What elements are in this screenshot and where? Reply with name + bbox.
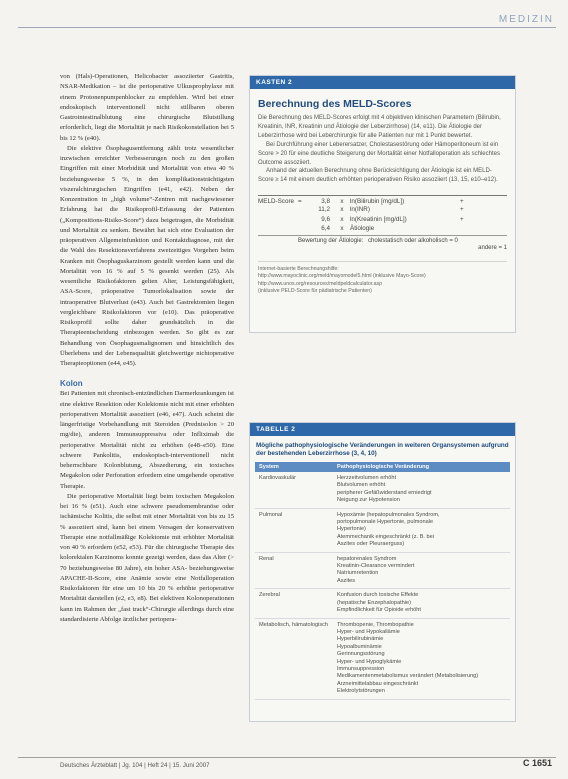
formula-row <box>258 224 507 234</box>
formula-term: Ätiologie <box>350 225 375 232</box>
table-change-line: Hyper- und Hypokaliämie <box>337 628 400 635</box>
formula-row <box>258 205 507 215</box>
header-rule <box>18 27 556 28</box>
table-header-system: System <box>255 462 333 472</box>
table-cell-system: Metabolisch, hämatologisch <box>255 618 333 699</box>
meld-score-box <box>249 75 516 333</box>
box1-link-line: http://www.unos.org/resources/meldpeldcalculator.asp <box>258 280 382 287</box>
formula-row <box>258 214 507 224</box>
box1-paragraph: Die Berechnung des MELD-Scores erfolgt mit 4 objektiven klinischen Parametern (Bilirubin, Kreatinin, INR, Kreatinin und Ätiologie der Leberzirrhose) (14, e11). Die Ätiologie der Leberzirrhose wird bei Leberchirurgie für alle Patienten nur mit 1 Punkt bewertet. <box>258 115 501 139</box>
table-change-line: peripherer Gefäßwiderstand erniedrigt <box>337 489 432 496</box>
formula-coefficient: 6,4 <box>321 225 330 232</box>
box2-title: Mögliche pathophysiologische Veränderungen in weiteren Organsystemen aufgrund der bestehenden Leberzirrhose (3, 4, 10) <box>256 442 509 457</box>
box1-link-line: Internet-basierte Berechnungshilfe: <box>258 266 339 273</box>
table-change-line: Hypertonie) <box>337 526 366 533</box>
etiology-value-1: cholestatisch oder alkoholisch = 0 <box>368 238 458 245</box>
subheading-kolon: Kolon <box>60 379 83 389</box>
formula-term: ln(Kreatinin [mg/dL]) <box>350 215 407 223</box>
table-change-line: Hypoxämie (hepatopulmonales Syndrom, <box>337 511 440 518</box>
formula-plus: + <box>460 206 464 213</box>
table-cell-changes <box>333 589 510 618</box>
article-paragraphs-top <box>60 72 234 369</box>
article-paragraphs-bottom <box>60 389 234 625</box>
table-body <box>255 472 510 699</box>
table-change-line: Elektrolytstörungen <box>337 688 385 695</box>
table-cell-changes <box>333 552 510 589</box>
formula-coefficient: 3,8 <box>321 197 330 205</box>
article-paragraph: Bei Patienten mit chronisch-entzündlichen Darmerkrankungen ist eine elektive Resektion oder Kolektomie nicht mit einer erhöhten perioperativen Mortalität assoziiert (e46, e47). Auch scheint die längerfristige Vorbehandlung mit Steroiden (Prednisolon > 20 mg/die), anderen Immunsuppressiva oder Infliximab die perioperative Mortalität nicht zu erhöhen (e48–e50). Eine schwere Pankolitis, endoskopisch-interventionell nicht beherrschbare Kolonblutung, Abszedierung, ein toxisches Megakolon oder Perforation erfordern eine umgehende operative Therapie. <box>60 390 234 490</box>
box2-tag: TABELLE 2 <box>250 423 515 436</box>
formula-operator: x <box>340 206 344 213</box>
formula-coefficient: 11,2 <box>318 206 330 213</box>
table-row <box>255 618 510 699</box>
etiology-label: Bewertung der Ätiologie: <box>298 238 364 245</box>
organ-changes-table <box>255 462 510 700</box>
table-change-line: hepatorenales Syndrom <box>337 555 397 562</box>
table-change-line: Aszites <box>337 577 356 584</box>
formula-plus: + <box>460 197 464 205</box>
table-change-line: Arzneimittelabbau eingeschränkt <box>337 680 419 687</box>
formula-term: ln(Bilirubin [mg/dL]) <box>350 197 405 205</box>
table-change-line: Herzzeitvolumen erhöht <box>337 475 397 481</box>
table-change-line: Gerinnungsstörung <box>337 651 385 658</box>
table-change-line: Immunsuppression <box>337 665 385 672</box>
table-change-line: Aszites oder Pleuraerguss) <box>337 541 405 548</box>
table-cell-changes <box>333 508 510 552</box>
formula-etiology <box>258 235 507 244</box>
table2-box <box>249 422 516 722</box>
box1-link-line: (inklusive PELD-Score für pädiatrische Patienten) <box>258 287 372 294</box>
formula-rows <box>258 195 507 233</box>
table-change-line: Kreatinin-Clearance vermindert <box>337 563 415 570</box>
formula-operator: x <box>340 215 344 223</box>
table-cell-changes <box>333 472 510 508</box>
table-row <box>255 508 510 552</box>
table-cell-changes <box>333 618 510 699</box>
table-change-line: Neigung zur Hypotension <box>337 497 400 504</box>
formula-row <box>258 195 507 205</box>
formula-operator: x <box>340 197 344 205</box>
article-column <box>60 72 234 625</box>
box1-link-line: http://www.mayoclinic.org/meld/mayomodel5.html (inklusive Mayo-Score) <box>258 273 426 280</box>
article-paragraph: Die elektive Ösophagusentfernung zählt trotz wesentlicher inzwischen erreichter Verbesserungen noch zu den großen Eingriffen mit einer Morbidität und Mortalität von etwa 40 % beziehungsweise 5 %, in den komplikationsträchtigsten viszeralchirurgischen Eingriffen (e41, e42). Neben der Konzentration in „high volume“-Zentren mit nachgewiesener Erfahrung hat die Risikoprofil-Erfassung der Patienten („Kompositions-Risiko-Score“) dazu beigetragen, die Morbidität und Mortalität zu senken. Bewährt hat sich eine Evaluation der präoperativen Allgemeinfunktion und Kontaktdiagnose, mit der die Wahl des Resektionsverfahrens zweizeitiges Vorgehen beim Kranken mit Ösophaguskarzinom gestellt werden kann und die Mortalität von 16 % auf 5 % gesenkt werden (25). Als wesentliche Risikofaktoren gelten Alter, Leistungsfähigkeit, ASA-Score, präoperative Tumorlokalisation sowie der intraoperative Blutverlust (e43). Auch bei Gastrektomien liegen vergleichbare Risikofaktoren vor (e10). Das präoperative Risikoprofil sollte daher grundsätzlich in die Therapieentscheidung einbezogen werden. So gibt es zur Behandlung von Ösophagusmalignomen und hinsichtlich des Überlebens und der Lebensqualität gleichwertige nichtoperative Therapieoptionen (e44, e45). <box>60 144 234 367</box>
table-change-line: portopulmonale Hypertonie, pulmonale <box>337 519 434 526</box>
table-cell-system: Kardiovaskulär <box>255 472 333 508</box>
table-change-line: Atemmechanik eingeschränkt (z. B. bei <box>337 533 435 540</box>
formula-coefficient: 9,6 <box>321 215 330 223</box>
table-change-line: Hyper- und Hypoglykämie <box>337 658 402 665</box>
formula-label: MELD-Score <box>258 197 295 205</box>
table-change-line: Hyperbilirubinämie <box>337 636 384 643</box>
table-change-line: Hypoalbuminämie <box>337 643 382 650</box>
table-cell-system: Zerebral <box>255 589 333 618</box>
table-row <box>255 472 510 508</box>
table-row <box>255 589 510 618</box>
table-change-line: Konfusion durch toxische Effekte <box>337 592 419 599</box>
meld-formula <box>258 195 507 251</box>
article-paragraph: Die perioperative Mortalität liegt beim toxischen Megakolon bei 16 % (e51). Auch eine schwere pseudomembranöse oder ischämische Kolitis, die selbst mit einer Mortalität von bis zu 15 % assoziiert sind, kann bei einem Versagen der konservativen Therapie eine notfallmäßige Kolektomie mit erhöhter Mortalität von 40 % erfordern (e52, e53). Für die chirurgische Therapie des kolorektalen Karzinoms konnte gezeigt werden, dass das Alter (> 70 beziehungsweise 80 Jahre), ein hoher ASA- beziehungsweise APACHE-II-Score, eine Anämie sowie eine Notfalloperation Risikofaktoren für eine um 10 bis 20 % erhöhte perioperative Mortalität darstellen (e2, e3, e8). Bei elektiven Kolonoperationen kann im Rahmen der „fast track“-Chirurgie allerdings durch eine standardisierte Abfolge ärztlicher periopera- <box>60 492 234 623</box>
footer-citation: Deutsches Ärzteblatt | Jg. 104 | Heft 24 | 15. Juni 2007 <box>60 762 210 769</box>
formula-plus: + <box>460 215 464 223</box>
table-change-line: Medikamentenmetabolismus verändert (Metabolisierung) <box>337 673 479 680</box>
table-cell-system: Renal <box>255 552 333 589</box>
section-label: MEDIZIN <box>498 14 554 25</box>
formula-term: ln(INR) <box>350 206 370 213</box>
formula-operator: x <box>340 225 344 232</box>
box1-links <box>258 261 507 295</box>
box1-paragraph: Bei Durchführung einer Leberersatzer, Cholestasestörung oder Hämoperitoneum ist ein Score > 20 für eine deutliche Steigerung der Mortalität einer Notfalloperation als schlechtes Outcome assoziiert. <box>258 141 500 166</box>
article-paragraph: von (Hals)-Operationen, Helicobacter assoziierter Gastritis, NSAR-Medikation – ist die perioperative Ulkusprophylaxe mit einem Protonenpumpenblocker zu empfehlen. Wird bei einer endoskopisch interventionell nicht stillbaren oberen Gastrointestinalblutung eine chirurgische Blutstillung erforderlich, liegt die Mortalität je nach Risikokonstellation bei 5 bis 12 % (e40). <box>60 73 234 142</box>
table-change-line: Thrombopenie, Thrombopathie <box>337 621 414 628</box>
table-cell-system: Pulmonal <box>255 508 333 552</box>
table-header-change: Pathophysiologische Veränderung <box>333 462 510 472</box>
table-row <box>255 552 510 589</box>
table-change-line: (hepatische Enzephalopathie) <box>337 599 412 606</box>
table-change-line: Natriumretention <box>337 570 379 577</box>
etiology-value-2: andere = 1 <box>478 245 507 252</box>
footer-rule <box>18 757 556 758</box>
box1-title: Berechnung des MELD-Scores <box>258 98 412 110</box>
box1-body <box>250 114 515 185</box>
table-change-line: Blutvolumen erhöht <box>337 482 386 489</box>
box1-paragraph: Anhand der aktuellen Berechnung ohne Berücksichtigung der Ätiologie ist ein MELD-Score ≥ 14 mit einem deutlich erhöhten perioperativen Risiko assoziiert (13, 15, e10–e12). <box>258 168 498 184</box>
table-header-row <box>255 462 510 472</box>
box1-tag: KASTEN 2 <box>250 76 515 89</box>
table-change-line: Empfindlichkeit für Opioide erhöht <box>337 607 421 614</box>
formula-equals: = <box>298 197 302 205</box>
page-number: C 1651 <box>522 758 552 768</box>
